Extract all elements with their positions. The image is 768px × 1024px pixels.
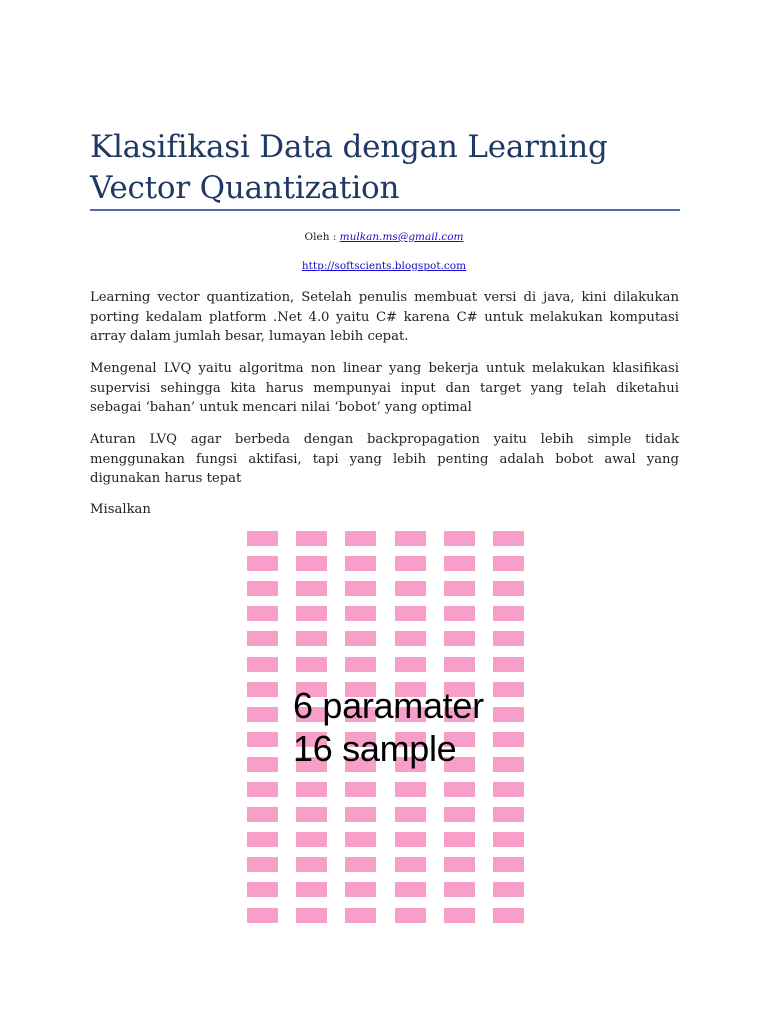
matrix-cell [296, 556, 327, 571]
matrix-cell [395, 807, 426, 822]
matrix-cell [247, 782, 278, 797]
blog-url-link[interactable]: http://softscients.blogspot.com [301, 260, 467, 272]
paragraph-rules: Aturan LVQ agar berbeda dengan backpropagation yaitu lebih simple tidak menggunakan fungsi aktifasi, tapi yang lebih penting adalah bobot awal yang digunakan harus tepat [90, 432, 679, 486]
matrix-cell [395, 657, 426, 672]
matrix-cell [296, 606, 327, 621]
matrix-cell [444, 606, 475, 621]
matrix-cell [296, 657, 327, 672]
matrix-cell [296, 908, 327, 923]
matrix-cell [247, 807, 278, 822]
author-email-link[interactable]: mulkan.ms@gmail.com [339, 231, 464, 243]
figure-caption-samples: 16 sample [293, 728, 457, 769]
matrix-cell [493, 707, 524, 722]
matrix-cell [247, 682, 278, 697]
matrix-cell [493, 908, 524, 923]
matrix-cell [296, 807, 327, 822]
matrix-cell [444, 556, 475, 571]
matrix-cell [345, 882, 376, 897]
matrix-cell [444, 782, 475, 797]
matrix-cell [296, 531, 327, 546]
matrix-cell [444, 531, 475, 546]
matrix-cell [395, 857, 426, 872]
matrix-cell [444, 882, 475, 897]
matrix-cell [296, 832, 327, 847]
matrix-cell [296, 581, 327, 596]
matrix-cell [247, 631, 278, 646]
matrix-cell [395, 581, 426, 596]
matrix-cell [493, 556, 524, 571]
matrix-cell [444, 908, 475, 923]
matrix-cell [247, 832, 278, 847]
matrix-cell [493, 531, 524, 546]
matrix-cell [345, 606, 376, 621]
paragraph-lvq: Mengenal LVQ yaitu algoritma non linear yang bekerja untuk melakukan klasifikasi supervisi sehingga kita harus mempunyai input dan target yang telah diketahui sebagai ‘bahan’ untuk mencari nilai ‘bobot’ yang optimal [90, 361, 679, 415]
matrix-cell [493, 606, 524, 621]
paragraph-intro: Learning vector quantization, Setelah penulis membuat versi di java, kini dilakukan porting kedalam platform .Net 4.0 yaitu C# karena C# untuk melakukan komputasi array dalam jumlah besar, lumayan lebih cepat. [90, 290, 679, 344]
matrix-cell [345, 807, 376, 822]
matrix-cell [395, 908, 426, 923]
figure-caption-parameters: 6 paramater [293, 685, 484, 726]
matrix-cell [493, 832, 524, 847]
matrix-cell [345, 556, 376, 571]
matrix-cell [247, 757, 278, 772]
matrix-cell [395, 882, 426, 897]
matrix-cell [345, 832, 376, 847]
matrix-cell [247, 556, 278, 571]
matrix-cell [444, 832, 475, 847]
matrix-cell [247, 531, 278, 546]
matrix-cell [395, 631, 426, 646]
matrix-cell [296, 857, 327, 872]
matrix-cell [345, 581, 376, 596]
matrix-cell [247, 707, 278, 722]
matrix-cell [493, 807, 524, 822]
matrix-cell [444, 807, 475, 822]
page-title: Klasifikasi Data dengan Learning Vector Quantization [90, 129, 608, 206]
matrix-cell [493, 581, 524, 596]
matrix-cell [296, 882, 327, 897]
matrix-cell [395, 556, 426, 571]
matrix-cell [493, 757, 524, 772]
matrix-cell [493, 782, 524, 797]
matrix-cell [395, 606, 426, 621]
author-line [0, 231, 768, 243]
matrix-cell [247, 657, 278, 672]
matrix-cell [247, 606, 278, 621]
matrix-cell [296, 782, 327, 797]
matrix-cell [345, 531, 376, 546]
matrix-cell [493, 631, 524, 646]
matrix-cell [395, 531, 426, 546]
matrix-cell [296, 631, 327, 646]
author-prefix: Oleh : [304, 231, 340, 243]
matrix-cell [345, 657, 376, 672]
matrix-cell [395, 782, 426, 797]
matrix-cell [247, 882, 278, 897]
matrix-cell [444, 857, 475, 872]
matrix-cell [247, 908, 278, 923]
matrix-cell [493, 682, 524, 697]
matrix-cell [247, 581, 278, 596]
matrix-cell [493, 657, 524, 672]
matrix-cell [444, 657, 475, 672]
matrix-cell [444, 631, 475, 646]
figure-caption [293, 684, 484, 770]
matrix-cell [395, 832, 426, 847]
matrix-cell [345, 908, 376, 923]
matrix-cell [345, 631, 376, 646]
title-underline [90, 209, 680, 211]
blog-line [0, 260, 768, 272]
matrix-cell [247, 857, 278, 872]
matrix-cell [247, 732, 278, 747]
matrix-cell [444, 581, 475, 596]
matrix-cell [493, 882, 524, 897]
matrix-cell [493, 732, 524, 747]
paragraph-example: Misalkan [90, 502, 151, 517]
matrix-cell [493, 857, 524, 872]
matrix-cell [345, 857, 376, 872]
matrix-cell [345, 782, 376, 797]
